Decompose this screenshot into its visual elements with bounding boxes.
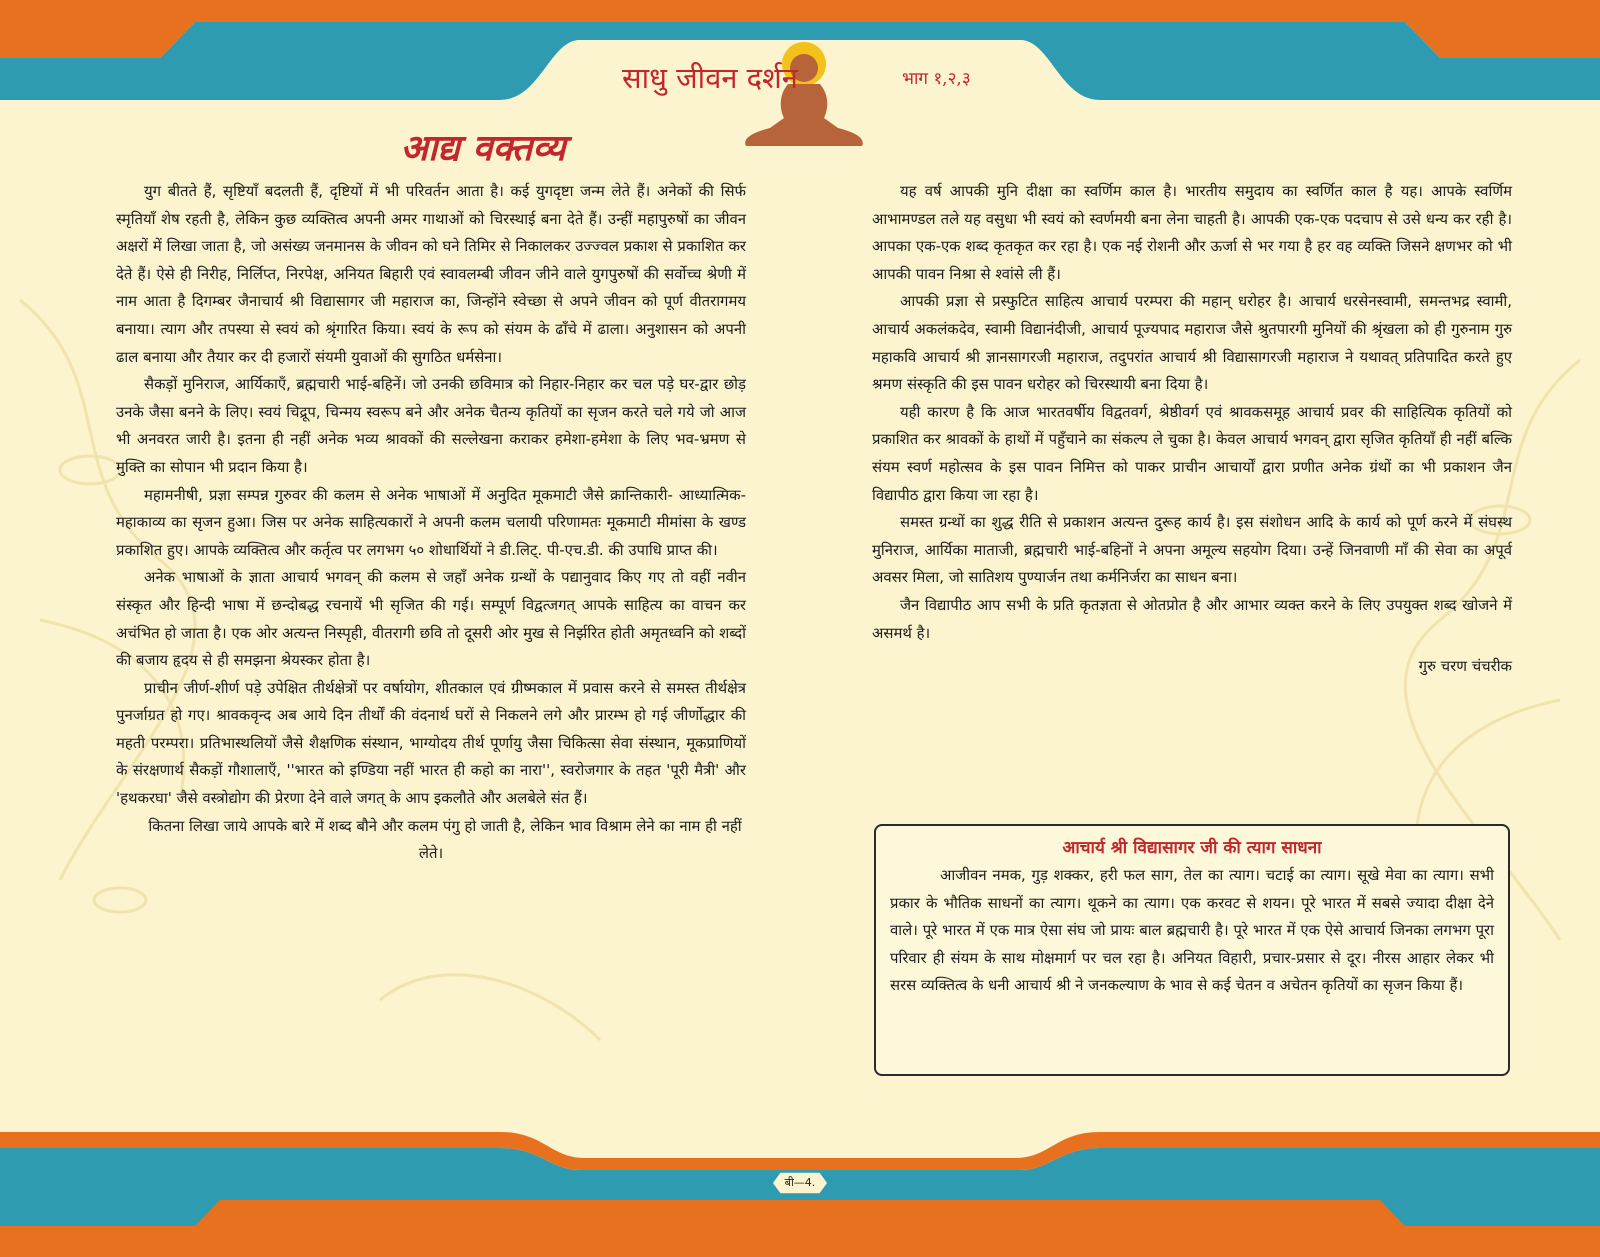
left-closing: कितना लिखा जाये आपके बारे में शब्द बौने और कलम पंगु हो जाती है, लेकिन भाव विश्राम लेने का नाम ही नहीं लेते।: [148, 816, 742, 863]
left-column: [116, 178, 746, 868]
magazine-subtitle: भाग १,२,३: [902, 69, 971, 89]
article-heading: आद्य वक्तव्य: [400, 127, 566, 169]
right-paragraph-2: आपकी प्रज्ञा से प्रस्फुटित साहित्य आचार्य परम्परा की महान् धरोहर है। आचार्य धरसेनस्वामी, समन्तभद्र स्वामी, आचार्य अकलंकदेव, स्वामी विद्यानंदीजी, आचार्य पूज्यपाद महाराज जैसे श्रुतपारगी मुनियों की श्रृंखला को ही गुरुनाम गुरु महाकवि आचार्य श्री ज्ञानसागरजी महाराज, तदुपरांत आचार्य श्री विद्यासागरजी महाराज ने यथावत् प्रतिपादित करते हुए श्रमण संस्कृति की इस पावन धरोहर को चिरस्थायी बना दिया है।: [872, 292, 1512, 394]
magazine-title: [622, 58, 982, 98]
left-paragraph-5: प्राचीन जीर्ण-शीर्ण पड़े उपेक्षित तीर्थक्षेत्रों पर वर्षायोग, शीतकाल एवं ग्रीष्मकाल में प्रवास करने से समस्त तीर्थक्षेत्र पुनर्जाग्रत हो गए। श्रावकवृन्द अब आये दिन तीर्थों की वंदनार्थ घरों से निकलने लगे और प्रारम्भ हो गई जीर्णोद्धार की महती परम्परा। प्रतिभास्थलियों जैसे शैक्षणिक संस्थान, भाग्योदय तीर्थ पूर्णायु जैसा चिकित्सा सेवा संस्थान, मूकप्राणियों के संरक्षणार्थ सैकड़ों गौशालाएँ, ''भारत को इण्डिया नहीं भारत ही कहो का नारा'', स्वरोजगार के तहत 'पूरी मैत्री' और 'हथकरघा' जैसे वस्त्रोद्योग की प्रेरणा देने वाले जगत् के आप इकलौते और अलबेले संत हैं।: [116, 678, 746, 808]
signature: गुरु चरण चंचरीक: [1418, 657, 1512, 676]
tyag-sadhana-box: [874, 824, 1510, 1076]
left-paragraph-3: महामनीषी, प्रज्ञा सम्पन्न गुरुवर की कलम से अनेक भाषाओं में अनुदित मूकमाटी जैसे क्रान्तिकारी- आध्यात्मिक-महाकाव्य का सृजन हुआ। जिस पर अनेक साहित्यकारों ने अपनी कलम चलायी परिणामतः मूकमाटी मीमांसा के खण्ड प्रकाशित हुए। आपके व्यक्तित्व और कर्तृत्व पर लगभग ५० शोधार्थियों ने डी.लिट्. पी-एच.डी. की उपाधि प्राप्त की।: [116, 485, 746, 559]
right-paragraph-1: यह वर्ष आपकी मुनि दीक्षा का स्वर्णिम काल है। भारतीय समुदाय का स्वर्णित काल है यह। आपके स्वर्णिम आभामण्डल तले यह वसुधा भी स्वयं को स्वर्णमयी बना लेना चाहती है। आपकी एक-एक पदचाप से उसे धन्य कर रही है। आपका एक-एक शब्द कृतकृत कर रहा है। एक नई रोशनी और ऊर्जा से भर गया है हर वह व्यक्ति जिसने क्षणभर को भी आपकी पावन निश्रा से श्वांसे ली हैं।: [872, 182, 1512, 283]
page-number: बी—4.: [784, 1176, 816, 1189]
right-paragraph-4: समस्त ग्रन्थों का शुद्ध रीति से प्रकाशन अत्यन्त दुरूह कार्य है। इस संशोधन आदि के कार्य को पूर्ण करने में संघस्थ मुनिराज, आर्यिका माताजी, ब्रह्मचारी भाई-बहिनों ने अपना अमूल्य सहयोग दिया। उन्हें जिनवाणी माँ की सेवा का अपूर्व अवसर मिला, जो सातिशय पुण्यार्जन तथा कर्मनिर्जरा का साधन बना।: [872, 513, 1512, 587]
box-body: आजीवन नमक, गुड़ शक्कर, हरी फल साग, तेल का त्याग। चटाई का त्याग। सूखे मेवा का त्याग। सभी प्रकार के भौतिक साधनों का त्याग। थूकने का त्याग। एक करवट से शयन। पूरे भारत में सबसे ज्यादा दीक्षा देने वाले। पूरे भारत में एक मात्र ऐसा संघ जो प्रायः बाल ब्रह्मचारी है। पूरे भारत में एक ऐसे आचार्य जिनका लगभग पूरा परिवार ही संयम के साथ मोक्षमार्ग पर चल रहा है। अनियत विहारी, प्रचार-प्रसार से दूर। नीरस आहार लेकर भी सरस व्यक्तित्व के धनी आचार्य श्री ने जनकल्याण के भाव से कई चेतन व अचेतन कृतियों का सृजन किया हैं।: [890, 866, 1494, 995]
left-paragraph-1: युग बीतते हैं, सृष्टियाँ बदलती हैं, दृष्टियों में भी परिवर्तन आता है। कई युगदृष्टा जन्म लेते हैं। अनेकों की सिर्फ स्मृतियाँ शेष रहती है, लेकिन कुछ व्यक्तित्व अपनी अमर गाथाओं को चिरस्थाई बना देते हैं। उन्हीं महापुरुषों का जीवन अक्षरों में लिखा जाता है, जो असंख्य जनमानस के जीवन को घने तिमिर से निकालकर उज्ज्वल प्रकाश से प्रकाशित कर देते हैं। ऐसे ही निरीह, निर्लिप्त, निरपेक्ष, अनियत बिहारी एवं स्वावलम्बी जीवन जीने वाले युगपुरुषों की सर्वोच्च श्रेणी में नाम आता है दिगम्बर जैनाचार्य श्री विद्यासागर जी महाराज का, जिन्होंने स्वेच्छा से अपने जीवन को पूर्ण वीतरागमय बनाया। त्याग और तपस्या से स्वयं को श्रृंगारित किया। स्वयं के रूप को संयम के ढाँचे में ढाला। अनुशासन को अपनी ढाल बनाया और तैयार कर दी हजारों संयमी युवाओं की सुगठित धर्मसेना।: [116, 182, 746, 366]
magazine-title-text: साधु जीवन दर्शन: [622, 61, 798, 95]
left-paragraph-4: अनेक भाषाओं के ज्ञाता आचार्य भगवन् की कलम से जहाँ अनेक ग्रन्थों के पद्यानुवाद किए गए तो वहीं नवीन संस्कृत और हिन्दी भाषा में छन्दोबद्ध रचनायें भी सृजित की गई। सम्पूर्ण विद्वत्जगत् आपके साहित्य का वाचन कर अचंभित हो जाता है। एक ओर अत्यन्त निस्पृही, वीतरागी छवि तो दूसरी ओर मुख से निर्झरित होती अमृतध्वनि को शब्दों की बजाय हृदय से ही समझना श्रेयस्कर होता है।: [116, 568, 746, 670]
box-title: आचार्य श्री विद्यासागर जी की त्याग साधना: [1062, 838, 1322, 858]
left-paragraph-2: सैकड़ों मुनिराज, आर्यिकाएँ, ब्रह्मचारी भाई-बहिनें। जो उनकी छविमात्र को निहार-निहार कर चल पड़े घर-द्वार छोड़ उनके जैसा बनने के लिए। स्वयं चिद्रूप, चिन्मय स्वरूप बने और अनेक चैतन्य कृतियों का सृजन करते चले गये जो आज भी अनवरत जारी है। इतना ही नहीं अनेक भव्य श्रावकों की सल्लेखना कराकर हमेशा-हमेशा के लिए भव-भ्रमण से मुक्ति का सोपान भी प्रदान किया है।: [116, 375, 746, 476]
right-column: [872, 178, 1512, 681]
right-paragraph-5: जैन विद्यापीठ आप सभी के प्रति कृतज्ञता से ओतप्रोत है और आभार व्यक्त करने के लिए उपयुक्त शब्द खोजने में असमर्थ है।: [872, 595, 1512, 642]
right-paragraph-3: यही कारण है कि आज भारतवर्षीय विद्वतवर्ग, श्रेष्ठीवर्ग एवं श्रावकसमूह आचार्य प्रवर की साहित्यिक कृतियों को प्रकाशित कर श्रावकों के हाथों में पहुँचाने का संकल्प ले चुका है। केवल आचार्य भगवन् द्वारा सृजित कृतियाँ ही नहीं बल्कि संयम स्वर्ण महोत्सव के इस पावन निमित्त को पाकर प्राचीन आचार्यों द्वारा प्रणीत अनेक ग्रंथों का भी प्रकाशन जैन विद्यापीठ द्वारा किया जा रहा है।: [872, 402, 1512, 504]
